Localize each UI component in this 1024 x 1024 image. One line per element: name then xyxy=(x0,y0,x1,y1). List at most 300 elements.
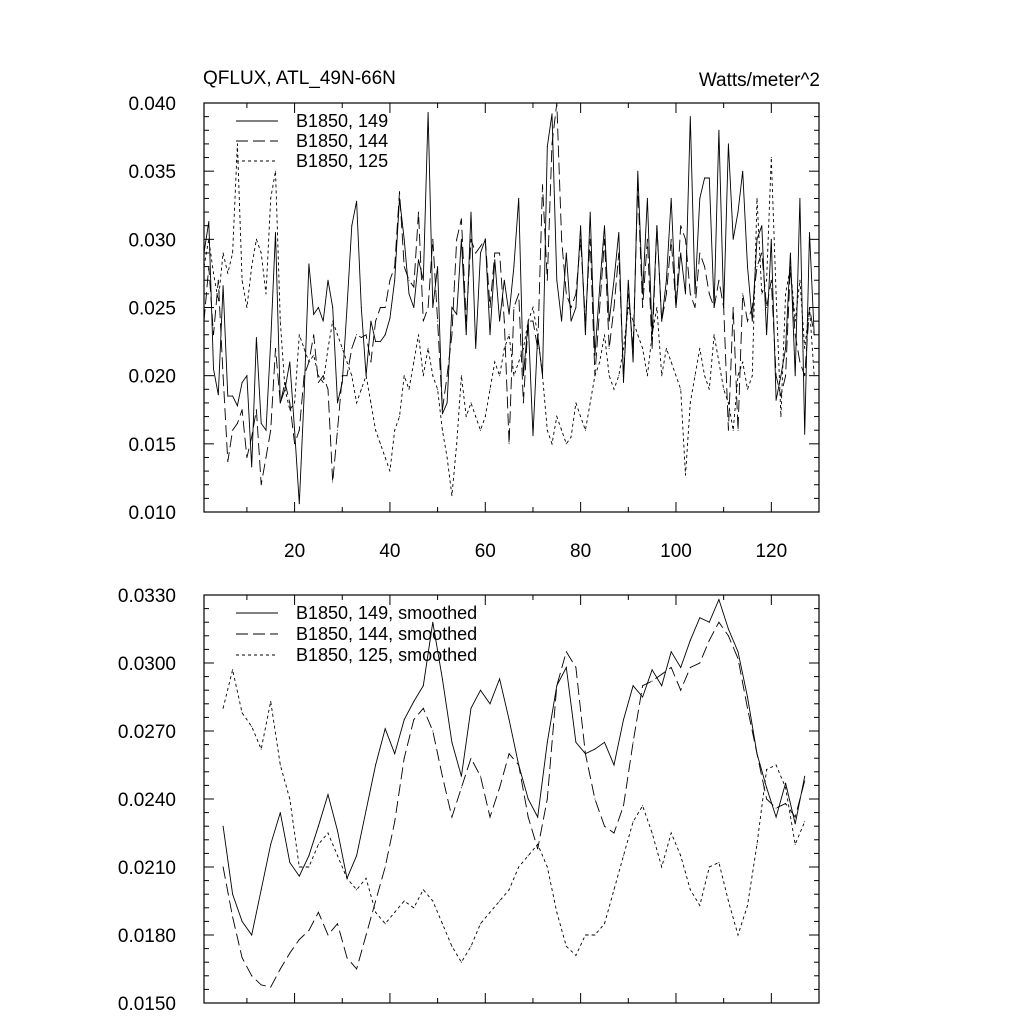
data-point xyxy=(494,362,495,363)
data-point xyxy=(461,776,462,777)
data-point xyxy=(728,430,729,431)
data-point xyxy=(738,212,739,213)
data-point xyxy=(594,749,595,750)
data-point xyxy=(518,867,519,868)
x-tick-label: 100 xyxy=(660,541,692,562)
data-point xyxy=(413,907,414,908)
data-point xyxy=(299,503,300,504)
data-point xyxy=(776,293,777,294)
data-point xyxy=(614,833,615,834)
data-point xyxy=(304,348,305,349)
data-point xyxy=(280,765,281,766)
data-point xyxy=(204,253,205,254)
data-point xyxy=(809,232,810,233)
data-point xyxy=(289,862,290,863)
data-point xyxy=(242,382,243,383)
data-point xyxy=(747,708,748,709)
data-point xyxy=(652,348,653,349)
data-point xyxy=(366,810,367,811)
data-point xyxy=(213,334,214,335)
data-point xyxy=(356,889,357,890)
data-point xyxy=(499,901,500,902)
data-point xyxy=(652,669,653,670)
data-point xyxy=(227,396,228,397)
data-point xyxy=(785,787,786,788)
data-point xyxy=(509,719,510,720)
data-point xyxy=(790,266,791,267)
data-point xyxy=(313,355,314,356)
y-tick-label: 0.025 xyxy=(128,298,176,320)
data-point xyxy=(366,375,367,376)
data-point xyxy=(747,321,748,322)
data-point xyxy=(799,198,800,199)
data-point xyxy=(275,232,276,233)
data-point xyxy=(804,434,805,435)
data-point xyxy=(656,225,657,226)
data-point xyxy=(642,805,643,806)
data-point xyxy=(628,307,629,308)
data-point xyxy=(218,394,219,395)
data-point xyxy=(370,402,371,403)
data-point xyxy=(647,375,648,376)
data-point xyxy=(614,889,615,890)
data-point xyxy=(261,889,262,890)
data-point xyxy=(447,457,448,458)
data-point xyxy=(790,253,791,254)
data-point xyxy=(528,799,529,800)
data-point xyxy=(413,307,414,308)
data-point xyxy=(394,753,395,754)
data-point xyxy=(623,805,624,806)
data-point xyxy=(242,280,243,281)
data-point xyxy=(695,293,696,294)
data-point xyxy=(509,314,510,315)
data-point xyxy=(347,957,348,958)
data-point xyxy=(604,826,605,827)
data-point xyxy=(771,239,772,240)
data-point xyxy=(509,753,510,754)
legend-label-3: B1850, 125 xyxy=(296,151,389,171)
data-point xyxy=(761,225,762,226)
data-point xyxy=(599,362,600,363)
data-point xyxy=(537,848,538,849)
data-point xyxy=(380,307,381,308)
legend-label-1: B1850, 149, smoothed xyxy=(296,603,478,623)
data-point xyxy=(227,461,228,462)
data-point xyxy=(518,765,519,766)
data-point xyxy=(375,765,376,766)
data-point xyxy=(690,640,691,641)
data-point xyxy=(351,375,352,376)
data-point xyxy=(270,844,271,845)
data-point xyxy=(232,669,233,670)
data-point xyxy=(742,171,743,172)
bottom-panel xyxy=(118,586,819,1015)
data-point xyxy=(518,198,519,199)
data-point xyxy=(285,389,286,390)
data-point xyxy=(590,402,591,403)
data-point xyxy=(513,307,514,308)
data-point xyxy=(795,334,796,335)
data-point xyxy=(766,769,767,770)
data-point xyxy=(804,780,805,781)
data-point xyxy=(266,457,267,458)
data-point xyxy=(809,307,810,308)
data-point xyxy=(356,201,357,202)
data-point xyxy=(204,266,205,267)
data-point xyxy=(609,375,610,376)
data-point xyxy=(671,239,672,240)
series-line-1 xyxy=(204,113,814,504)
data-point xyxy=(227,273,228,274)
x-tick-label: 60 xyxy=(474,541,496,562)
data-point xyxy=(475,416,476,417)
data-point xyxy=(594,375,595,376)
data-point xyxy=(499,678,500,679)
data-point xyxy=(466,334,467,335)
data-point xyxy=(575,667,576,668)
data-point xyxy=(690,116,691,117)
data-point xyxy=(385,457,386,458)
data-point xyxy=(661,867,662,868)
data-point xyxy=(680,389,681,390)
data-point xyxy=(513,266,514,267)
data-point xyxy=(571,437,572,438)
data-point xyxy=(480,430,481,431)
data-point xyxy=(533,307,534,308)
data-point xyxy=(418,259,419,260)
data-point xyxy=(404,266,405,267)
data-point xyxy=(575,742,576,743)
data-point xyxy=(423,708,424,709)
data-point xyxy=(718,862,719,863)
data-point xyxy=(685,293,686,294)
data-point xyxy=(528,855,529,856)
data-point xyxy=(261,749,262,750)
data-point xyxy=(556,912,557,913)
data-point xyxy=(385,867,386,868)
legend-label-1: B1850, 149 xyxy=(296,111,389,131)
data-point xyxy=(714,334,715,335)
data-point xyxy=(299,334,300,335)
data-point xyxy=(609,321,610,322)
data-point xyxy=(280,402,281,403)
data-point xyxy=(604,334,605,335)
data-point xyxy=(471,239,472,240)
data-point xyxy=(280,812,281,813)
data-point xyxy=(413,362,414,363)
data-point xyxy=(699,198,700,199)
data-point xyxy=(804,375,805,376)
data-point xyxy=(471,212,472,213)
data-point xyxy=(375,912,376,913)
data-point xyxy=(609,348,610,349)
data-point xyxy=(323,382,324,383)
y-tick-label: 0.015 xyxy=(128,434,176,456)
data-point xyxy=(747,905,748,906)
data-point xyxy=(718,280,719,281)
chart-title: QFLUX, ATL_49N-66N xyxy=(203,68,396,89)
data-point xyxy=(466,321,467,322)
data-point xyxy=(604,923,605,924)
data-point xyxy=(232,916,233,917)
data-point xyxy=(575,293,576,294)
data-point xyxy=(242,409,243,410)
y-tick-label: 0.0330 xyxy=(117,586,176,607)
data-point xyxy=(671,198,672,199)
x-tick-label: 20 xyxy=(284,541,306,562)
data-point xyxy=(499,375,500,376)
data-point xyxy=(237,423,238,424)
data-point xyxy=(537,844,538,845)
data-point xyxy=(385,728,386,729)
data-point xyxy=(366,935,367,936)
data-point xyxy=(766,307,767,308)
data-point xyxy=(575,955,576,956)
data-point xyxy=(728,143,729,144)
data-point xyxy=(471,946,472,947)
data-point xyxy=(547,280,548,281)
data-point xyxy=(380,341,381,342)
data-point xyxy=(423,375,424,376)
data-point xyxy=(671,362,672,363)
data-point xyxy=(432,375,433,376)
data-point xyxy=(318,844,319,845)
data-point xyxy=(523,402,524,403)
data-point xyxy=(208,266,209,267)
data-point xyxy=(289,953,290,954)
data-point xyxy=(556,280,557,281)
data-point xyxy=(337,334,338,335)
data-point xyxy=(275,171,276,172)
data-point xyxy=(652,681,653,682)
data-point xyxy=(566,651,567,652)
data-point xyxy=(699,663,700,664)
data-point xyxy=(738,651,739,652)
data-point xyxy=(728,635,729,636)
data-point xyxy=(332,321,333,322)
data-point xyxy=(347,375,348,376)
data-point xyxy=(604,742,605,743)
data-point xyxy=(661,685,662,686)
data-point xyxy=(594,935,595,936)
data-point xyxy=(799,362,800,363)
data-point xyxy=(618,253,619,254)
data-point xyxy=(490,703,491,704)
data-point xyxy=(547,742,548,743)
data-point xyxy=(671,651,672,652)
data-point xyxy=(480,246,481,247)
data-point xyxy=(709,389,710,390)
data-point xyxy=(614,765,615,766)
data-point xyxy=(666,280,667,281)
data-point xyxy=(404,239,405,240)
data-point xyxy=(237,143,238,144)
data-point xyxy=(323,321,324,322)
data-point xyxy=(752,321,753,322)
series-line-2 xyxy=(223,622,805,987)
data-point xyxy=(432,901,433,902)
data-point xyxy=(375,430,376,431)
data-point xyxy=(704,178,705,179)
data-point xyxy=(308,855,309,856)
data-point xyxy=(652,334,653,335)
data-point xyxy=(585,334,586,335)
data-point xyxy=(385,334,386,335)
data-point xyxy=(256,409,257,410)
data-point xyxy=(394,821,395,822)
data-point xyxy=(337,402,338,403)
data-point xyxy=(747,266,748,267)
data-point xyxy=(733,430,734,431)
legend-label-2: B1850, 144, smoothed xyxy=(296,624,478,644)
data-point xyxy=(680,225,681,226)
data-point xyxy=(566,443,567,444)
data-point xyxy=(795,817,796,818)
data-point xyxy=(795,375,796,376)
data-point xyxy=(695,375,696,376)
data-point xyxy=(251,266,252,267)
data-point xyxy=(599,287,600,288)
data-point xyxy=(361,337,362,338)
data-point xyxy=(690,402,691,403)
data-point xyxy=(718,622,719,623)
data-point xyxy=(642,348,643,349)
data-point xyxy=(490,334,491,335)
data-point xyxy=(718,599,719,600)
data-point xyxy=(542,184,543,185)
data-point xyxy=(771,157,772,158)
data-point xyxy=(461,375,462,376)
data-point xyxy=(761,253,762,254)
data-point xyxy=(351,225,352,226)
data-point xyxy=(690,667,691,668)
data-point xyxy=(614,307,615,308)
data-point xyxy=(642,697,643,698)
data-point xyxy=(723,307,724,308)
data-point xyxy=(528,817,529,818)
data-point xyxy=(328,348,329,349)
data-point xyxy=(308,867,309,868)
data-point xyxy=(299,867,300,868)
data-point xyxy=(394,912,395,913)
data-point xyxy=(399,191,400,192)
data-point xyxy=(676,375,677,376)
data-point xyxy=(261,423,262,424)
data-point xyxy=(733,307,734,308)
data-point xyxy=(633,362,634,363)
data-point xyxy=(232,253,233,254)
data-point xyxy=(757,844,758,845)
data-point xyxy=(494,253,495,254)
data-point xyxy=(289,402,290,403)
data-point xyxy=(656,307,657,308)
data-point xyxy=(699,617,700,618)
data-point xyxy=(566,293,567,294)
data-point xyxy=(423,280,424,281)
data-point xyxy=(680,667,681,668)
data-point xyxy=(628,280,629,281)
data-point xyxy=(318,382,319,383)
data-point xyxy=(709,293,710,294)
data-point xyxy=(328,389,329,390)
data-point xyxy=(637,171,638,172)
data-point xyxy=(599,307,600,308)
data-point xyxy=(223,826,224,827)
y-tick-label: 0.0240 xyxy=(117,790,176,811)
x-tick-label: 40 xyxy=(379,541,401,562)
data-point xyxy=(361,389,362,390)
data-point xyxy=(356,969,357,970)
data-point xyxy=(356,402,357,403)
data-point xyxy=(337,855,338,856)
units-label: Watts/meter^2 xyxy=(698,70,820,91)
data-point xyxy=(423,321,424,322)
data-point xyxy=(637,334,638,335)
data-point xyxy=(561,430,562,431)
data-point xyxy=(389,318,390,319)
data-point xyxy=(389,471,390,472)
data-point xyxy=(499,253,500,254)
data-point xyxy=(218,300,219,301)
data-point xyxy=(623,719,624,720)
data-point xyxy=(623,382,624,383)
data-point xyxy=(552,113,553,114)
data-point xyxy=(533,435,534,436)
data-point xyxy=(294,443,295,444)
data-point xyxy=(766,334,767,335)
data-point xyxy=(318,375,319,376)
data-point xyxy=(585,753,586,754)
data-point xyxy=(528,321,529,322)
data-point xyxy=(542,375,543,376)
data-point xyxy=(785,375,786,376)
data-point xyxy=(585,935,586,936)
data-point xyxy=(308,263,309,264)
legend-label-3: B1850, 125, smoothed xyxy=(296,645,478,665)
data-point xyxy=(328,935,329,936)
data-point xyxy=(766,787,767,788)
data-point xyxy=(318,307,319,308)
data-point xyxy=(733,239,734,240)
data-point xyxy=(442,678,443,679)
data-point xyxy=(547,867,548,868)
data-point xyxy=(237,405,238,406)
data-point xyxy=(623,348,624,349)
data-point xyxy=(575,402,576,403)
data-point xyxy=(513,375,514,376)
data-point xyxy=(518,362,519,363)
data-point xyxy=(266,430,267,431)
data-point xyxy=(246,375,247,376)
data-point xyxy=(232,894,233,895)
data-point xyxy=(814,375,815,376)
data-point xyxy=(747,389,748,390)
data-point xyxy=(442,413,443,414)
data-point xyxy=(690,293,691,294)
data-point xyxy=(795,823,796,824)
data-point xyxy=(232,430,233,431)
data-point xyxy=(752,307,753,308)
data-point xyxy=(442,430,443,431)
data-point xyxy=(423,889,424,890)
data-point xyxy=(804,776,805,777)
data-point xyxy=(504,348,505,349)
data-point xyxy=(566,946,567,947)
data-point xyxy=(523,348,524,349)
data-point xyxy=(299,430,300,431)
data-point xyxy=(375,321,376,322)
